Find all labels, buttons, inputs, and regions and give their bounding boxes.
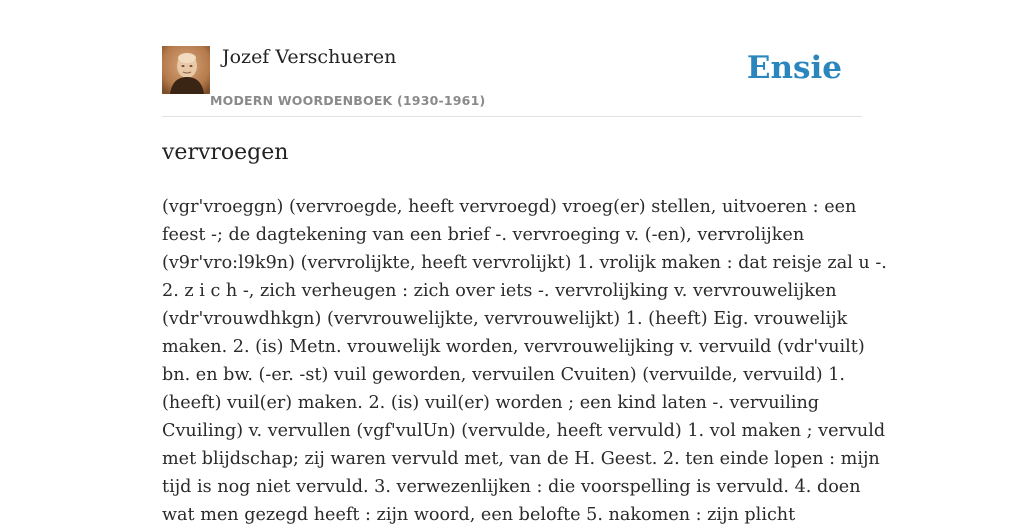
author-portrait-icon[interactable] [162, 46, 210, 94]
entry-title: vervroegen [162, 140, 289, 165]
entry-line: (vdr'vrouwdhkgn) (vervrouwelijkte, vervrouwelijkt) 1. (heeft) Eig. vrouwelijk [162, 309, 848, 329]
entry-line: tijd is nog niet vervuld. 3. verwezenlijken : die voorspelling is vervuld. 4. doen [162, 477, 861, 497]
entry-line: feest -; de dagtekening van een brief -. vervroeging v. (-en), vervrolijken [162, 225, 805, 245]
entry-line: maken. 2. (is) Metn. vrouwelijk worden, vervrouwelijking v. vervuild (vdr'vuilt) [162, 337, 865, 357]
brand-logo[interactable]: Ensie [746, 50, 842, 86]
entry-line: (v9r'vro:l9k9n) (vervrolijkte, heeft vervrolijkt) 1. vrolijk maken : dat reisje zal u -. [162, 253, 887, 273]
source-label[interactable]: MODERN WOORDENBOEK (1930-1961) [210, 93, 486, 108]
entry-line: (vgr'vroeggn) (vervroegde, heeft vervroegd) vroeg(er) stellen, uitvoeren : een [162, 197, 857, 217]
entry-line: bn. en bw. (-er. -st) vuil geworden, vervuilen Cvuiten) (vervuilde, vervuild) 1. [162, 365, 846, 385]
entry-line: Cvuiling) v. vervullen (vgf'vulUn) (vervulde, heeft vervuld) 1. vol maken ; vervuld [162, 421, 886, 441]
entry-body [162, 193, 887, 529]
author-name[interactable]: Jozef Verschueren [222, 46, 397, 68]
header [162, 44, 862, 117]
entry-line: 2. z i c h -, zich verheugen : zich over iets -. vervrolijking v. vervrouwelijken [162, 281, 837, 301]
entry-line: (heeft) vuil(er) maken. 2. (is) vuil(er) worden ; een kind laten -. vervuiling [162, 393, 820, 413]
entry-line: met blijdschap; zij waren vervuld met, van de H. Geest. 2. ten einde lopen : mijn [162, 449, 880, 469]
entry-line: wat men gezegd heeft : zijn woord, een belofte 5. nakomen : zijn plicht [162, 505, 796, 525]
